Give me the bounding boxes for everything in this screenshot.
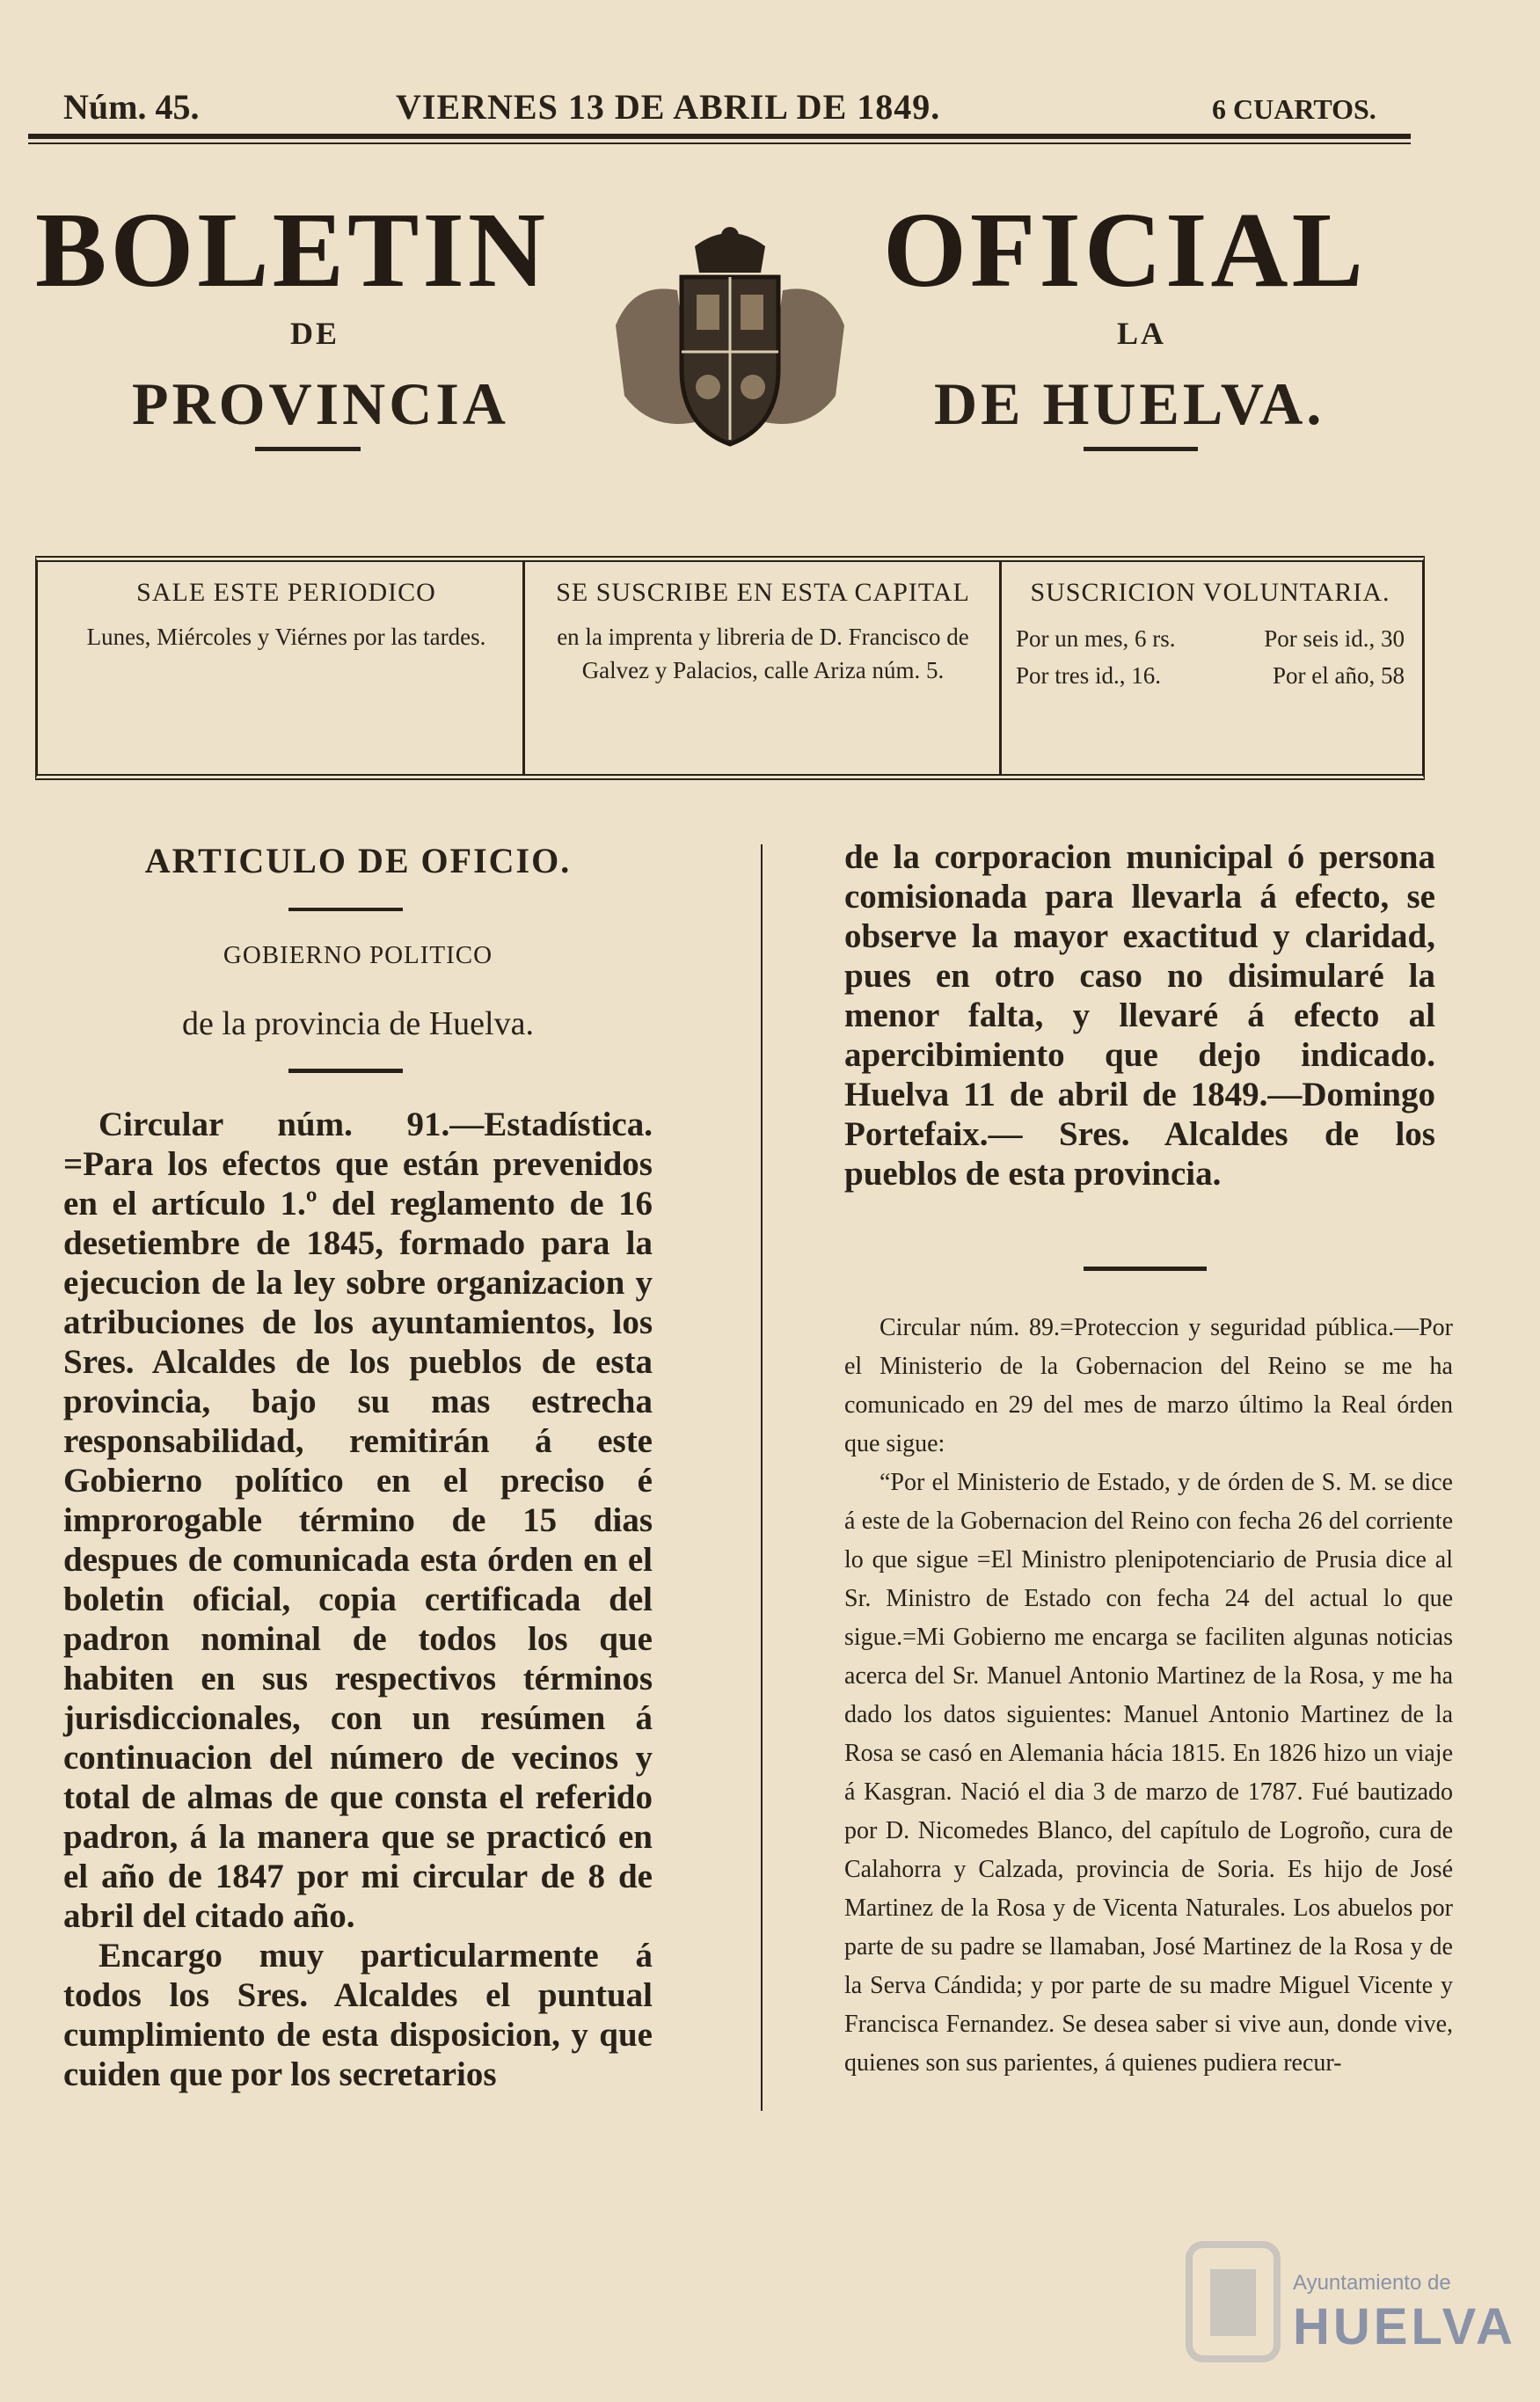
rate-row [1016, 657, 1405, 694]
subscription-info-box [35, 556, 1425, 780]
rate-right: Por seis id., 30 [1264, 625, 1405, 652]
info-suscribe-heading: SE SUSCRIBE EN ESTA CAPITAL [556, 578, 970, 607]
masthead-provincia: PROVINCIA [132, 370, 509, 437]
masthead-rule-left [255, 447, 361, 451]
circular-89-paragraph: Circular núm. 89.=Proteccion y seguridad pública.—Por el Ministerio de la Gobernacion del Reino se me ha comunicado en 29 del mes de marzo último la Real órden que sigue: [844, 1314, 1453, 1457]
header-rule-thin [28, 142, 1411, 144]
masthead-boletin: BOLETIN [35, 191, 549, 310]
rate-left: Por tres id., 16. [1016, 662, 1161, 689]
masthead-de-huelva: DE HUELVA. [934, 370, 1325, 437]
masthead-de: DE [290, 316, 340, 351]
column-divider [761, 844, 763, 2111]
office-heading: GOBIERNO POLITICO [223, 941, 493, 969]
info-subscription-rates [1004, 562, 1417, 774]
circular-91-continued: de la corporacion municipal ó persona comisionada para llevarla á efecto, se observe la mayor exactitud y claridad, pues en otro caso no disimularé la menor falta, y llevaré á efecto al apercibimiento que dejo indicado. Huelva 11 de abril de 1849.—Domingo Portefaix.— Sres. Alcaldes de los pueblos de esta provincia. [844, 838, 1435, 1193]
circular-separator-rule [1084, 1267, 1207, 1271]
section-title: ARTICULO DE OFICIO. [144, 841, 572, 880]
info-suscribe-text: en la imprenta y libreria de D. Francisco de Galvez y Palacios, calle Ariza núm. 5. [557, 624, 969, 683]
info-publication-days [50, 562, 525, 774]
watermark-text-small: Ayuntamiento de [1293, 2271, 1451, 2295]
circular-91-left [63, 1105, 653, 2094]
info-subscribe-location [527, 562, 1002, 774]
masthead-oficial: OFICIAL [883, 191, 1367, 310]
section-rule [288, 908, 403, 911]
info-sale-text: Lunes, Miércoles y Viérnes por las tardes. [86, 624, 486, 650]
rate-left: Por un mes, 6 rs. [1016, 625, 1176, 652]
circular-91-paragraph: Circular núm. 91.—Estadística. =Para los efectos que están prevenidos en el artículo 1.º del reglamento de 16 desetiembre de 1845, formado para la ejecucion de la ley sobre organizacion y atribuciones de los ayuntamientos, los Sres. Alcaldes de los pueblos de esta provincia, bajo su mas estrecha responsabilidad, remitirán á este Gobierno político en el preciso é improrogable término de 15 dias despues de comunicada esta órden en el boletin oficial, copia certificada del padron nominal de todos los que habiten en sus respectivos términos jurisdiccionales, con un resúmen á continuacion del número de vecinos y total de almas de que consta el referido padron, á la manera que se practicó en el año de 1847 por mi circular de 8 de abril del citado año. [63, 1106, 653, 1935]
issue-price: 6 CUARTOS. [1212, 93, 1376, 125]
province-rule [288, 1069, 403, 1073]
circular-91-paragraph: Encargo muy particularmente á todos los Sres. Alcaldes el puntual cumplimiento de esta disposicion, y que cuiden que por los secretarios [63, 1937, 653, 2093]
circular-89 [844, 1309, 1453, 2083]
circular-89-paragraph: “Por el Ministerio de Estado, y de órden de S. M. se dice á este de la Gobernacion del Reino con fecha 26 del corriente lo que sigue =El Ministro plenipotenciario de Prusia dice al Sr. Ministro de Estado con fecha 24 del actual lo que sigue.=Mi Gobierno me encarga se faciliten algunas noticias acerca del Sr. Manuel Antonio Martinez de la Rosa, y me ha dado los datos siguientes: Manuel Antonio Martinez de la Rosa se casó en Alemania hácia 1815. En 1826 hizo un viaje á Kasgran. Nació el dia 3 de marzo de 1787. Fué bautizado por D. Nicomedes Blanco, del capítulo de Logroño, cura de Calahorra y Calzada, provincia de Soria. Es hijo de José Martinez de la Rosa y de Vicenta Naturales. Los abuelos por parte de su padre se llamaban, José Martinez de la Rosa y de la Serva Cándida; y por parte de su madre Miguel Vicente y Francisca Fernandez. Se desea saber si vive aun, donde vive, quienes son sus parientes, á quienes pudiera recur- [844, 1469, 1453, 2077]
info-sale-heading: SALE ESTE PERIODICO [136, 578, 436, 607]
issue-number: Núm. 45. [63, 87, 200, 127]
issue-date: VIERNES 13 DE ABRIL DE 1849. [396, 87, 941, 127]
masthead-la: LA [1117, 316, 1167, 351]
rate-row [1016, 620, 1405, 657]
masthead-rule-right [1084, 447, 1198, 451]
header-rule [28, 134, 1411, 139]
watermark-text-big: HUELVA [1293, 2298, 1516, 2355]
coat-of-arms-emblem [598, 220, 862, 466]
rate-right: Por el año, 58 [1273, 662, 1405, 689]
info-voluntaria-heading: SUSCRICION VOLUNTARIA. [1030, 578, 1390, 607]
province-heading: de la provincia de Huelva. [182, 1005, 534, 1042]
